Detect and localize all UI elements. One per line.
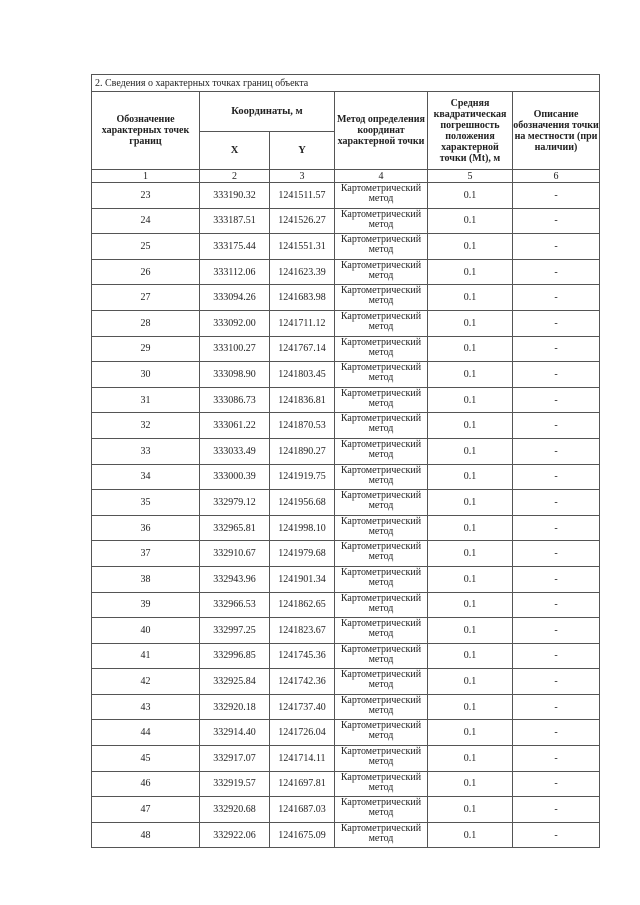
table-row bbox=[92, 490, 600, 516]
method-text: метод bbox=[368, 346, 394, 358]
description-value: - bbox=[513, 310, 600, 336]
error-value: 0.1 bbox=[428, 183, 513, 209]
table-row bbox=[92, 208, 600, 234]
method-text: Картометрический bbox=[340, 592, 422, 604]
coord-y: 1241697.81 bbox=[270, 771, 335, 797]
method-text: метод bbox=[368, 679, 394, 691]
method-text: метод bbox=[368, 576, 394, 588]
coord-y: 1241803.45 bbox=[270, 362, 335, 388]
method-text: Картометрический bbox=[340, 771, 422, 783]
table-row bbox=[92, 183, 600, 209]
point-number: 37 bbox=[92, 541, 200, 567]
description-value: - bbox=[513, 618, 600, 644]
point-number: 28 bbox=[92, 310, 200, 336]
point-number: 35 bbox=[92, 490, 200, 516]
method-cell bbox=[335, 771, 428, 797]
method-text: метод bbox=[368, 500, 394, 512]
description-value: - bbox=[513, 669, 600, 695]
coord-x: 332919.57 bbox=[200, 771, 270, 797]
coord-x: 333086.73 bbox=[200, 387, 270, 413]
coord-x: 333112.06 bbox=[200, 259, 270, 285]
coord-y: 1241823.67 bbox=[270, 618, 335, 644]
coord-x: 332979.12 bbox=[200, 490, 270, 516]
error-value: 0.1 bbox=[428, 285, 513, 311]
description-value: - bbox=[513, 771, 600, 797]
coord-x: 332920.18 bbox=[200, 694, 270, 720]
coord-y: 1241901.34 bbox=[270, 566, 335, 592]
coord-x: 332914.40 bbox=[200, 720, 270, 746]
method-text: метод bbox=[368, 832, 394, 844]
coord-y: 1241526.27 bbox=[270, 208, 335, 234]
method-text: Картометрический bbox=[340, 746, 422, 758]
method-cell bbox=[335, 234, 428, 260]
coord-x: 333098.90 bbox=[200, 362, 270, 388]
point-number: 40 bbox=[92, 618, 200, 644]
table-row bbox=[92, 234, 600, 260]
method-text: Картометрический bbox=[340, 234, 422, 246]
coord-x: 332920.68 bbox=[200, 797, 270, 823]
method-text: метод bbox=[368, 269, 394, 281]
point-number: 34 bbox=[92, 464, 200, 490]
method-text: метод bbox=[368, 653, 394, 665]
description-value: - bbox=[513, 464, 600, 490]
point-number: 31 bbox=[92, 387, 200, 413]
table-row bbox=[92, 464, 600, 490]
error-value: 0.1 bbox=[428, 438, 513, 464]
error-value: 0.1 bbox=[428, 310, 513, 336]
coord-x: 333100.27 bbox=[200, 336, 270, 362]
error-value: 0.1 bbox=[428, 643, 513, 669]
coord-y: 1241836.81 bbox=[270, 387, 335, 413]
coord-x: 332943.96 bbox=[200, 566, 270, 592]
error-value: 0.1 bbox=[428, 566, 513, 592]
method-cell bbox=[335, 208, 428, 234]
table-row bbox=[92, 643, 600, 669]
method-cell bbox=[335, 259, 428, 285]
method-cell bbox=[335, 336, 428, 362]
point-number: 47 bbox=[92, 797, 200, 823]
method-text: Картометрический bbox=[340, 183, 422, 194]
table-row bbox=[92, 566, 600, 592]
header-y: Y bbox=[270, 132, 335, 170]
error-value: 0.1 bbox=[428, 822, 513, 848]
method-text: Картометрический bbox=[340, 515, 422, 527]
description-value: - bbox=[513, 208, 600, 234]
description-value: - bbox=[513, 259, 600, 285]
point-number: 23 bbox=[92, 183, 200, 209]
coord-y: 1241675.09 bbox=[270, 822, 335, 848]
coord-x: 333175.44 bbox=[200, 234, 270, 260]
point-number: 38 bbox=[92, 566, 200, 592]
method-cell bbox=[335, 720, 428, 746]
description-value: - bbox=[513, 183, 600, 209]
error-value: 0.1 bbox=[428, 464, 513, 490]
method-cell bbox=[335, 541, 428, 567]
table-row bbox=[92, 797, 600, 823]
table-body bbox=[92, 183, 600, 848]
header-x: X bbox=[200, 132, 270, 170]
method-text: Картометрический bbox=[340, 413, 422, 425]
table-row bbox=[92, 438, 600, 464]
coord-y: 1241683.98 bbox=[270, 285, 335, 311]
table-row bbox=[92, 822, 600, 848]
point-number: 27 bbox=[92, 285, 200, 311]
coord-y: 1241862.65 bbox=[270, 592, 335, 618]
method-cell bbox=[335, 438, 428, 464]
coord-y: 1241714.11 bbox=[270, 746, 335, 772]
point-number: 26 bbox=[92, 259, 200, 285]
error-value: 0.1 bbox=[428, 362, 513, 388]
coord-x: 332917.07 bbox=[200, 746, 270, 772]
table-row bbox=[92, 771, 600, 797]
coord-y: 1241687.03 bbox=[270, 797, 335, 823]
column-number: 5 bbox=[428, 170, 513, 183]
table-row bbox=[92, 669, 600, 695]
error-value: 0.1 bbox=[428, 259, 513, 285]
method-text: Картометрический bbox=[340, 694, 422, 706]
point-number: 30 bbox=[92, 362, 200, 388]
header-method: Метод определения координат характерной точки bbox=[335, 92, 428, 170]
error-value: 0.1 bbox=[428, 541, 513, 567]
coord-x: 332910.67 bbox=[200, 541, 270, 567]
table-row bbox=[92, 720, 600, 746]
method-text: метод bbox=[368, 602, 394, 614]
error-value: 0.1 bbox=[428, 669, 513, 695]
boundary-points-table bbox=[91, 74, 600, 848]
column-number: 6 bbox=[513, 170, 600, 183]
method-text: Картометрический bbox=[340, 208, 422, 220]
point-number: 36 bbox=[92, 515, 200, 541]
method-cell bbox=[335, 387, 428, 413]
method-text: метод bbox=[368, 218, 394, 230]
coord-x: 333000.39 bbox=[200, 464, 270, 490]
section-title: 2. Сведения о характерных точках границ объекта bbox=[92, 75, 600, 92]
method-text: Картометрический bbox=[340, 310, 422, 322]
error-value: 0.1 bbox=[428, 336, 513, 362]
coord-x: 332996.85 bbox=[200, 643, 270, 669]
error-value: 0.1 bbox=[428, 208, 513, 234]
error-value: 0.1 bbox=[428, 515, 513, 541]
method-text: Картометрический bbox=[340, 541, 422, 553]
method-cell bbox=[335, 797, 428, 823]
method-text: Картометрический bbox=[340, 618, 422, 630]
description-value: - bbox=[513, 362, 600, 388]
method-text: Картометрический bbox=[340, 336, 422, 348]
table-row bbox=[92, 362, 600, 388]
description-value: - bbox=[513, 285, 600, 311]
method-text: Картометрический bbox=[340, 259, 422, 271]
method-cell bbox=[335, 310, 428, 336]
method-text: метод bbox=[368, 730, 394, 742]
column-number: 1 bbox=[92, 170, 200, 183]
method-text: метод bbox=[368, 704, 394, 716]
coord-y: 1241956.68 bbox=[270, 490, 335, 516]
method-cell bbox=[335, 746, 428, 772]
method-text: Картометрический bbox=[340, 464, 422, 476]
method-text: метод bbox=[368, 244, 394, 256]
error-value: 0.1 bbox=[428, 618, 513, 644]
method-text: Картометрический bbox=[340, 797, 422, 809]
coord-y: 1241742.36 bbox=[270, 669, 335, 695]
method-cell bbox=[335, 515, 428, 541]
coord-x: 333092.00 bbox=[200, 310, 270, 336]
method-text: метод bbox=[368, 807, 394, 819]
error-value: 0.1 bbox=[428, 592, 513, 618]
point-number: 33 bbox=[92, 438, 200, 464]
table-row bbox=[92, 746, 600, 772]
method-text: Картометрический bbox=[340, 362, 422, 374]
table-row bbox=[92, 618, 600, 644]
header-description: Описание обозначения точки на местности (при наличии) bbox=[513, 92, 600, 170]
point-number: 41 bbox=[92, 643, 200, 669]
column-number: 3 bbox=[270, 170, 335, 183]
error-value: 0.1 bbox=[428, 387, 513, 413]
coord-x: 333061.22 bbox=[200, 413, 270, 439]
error-value: 0.1 bbox=[428, 694, 513, 720]
description-value: - bbox=[513, 566, 600, 592]
point-number: 39 bbox=[92, 592, 200, 618]
coord-y: 1241870.53 bbox=[270, 413, 335, 439]
method-text: метод bbox=[368, 551, 394, 563]
method-text: Картометрический bbox=[340, 566, 422, 578]
method-text: Картометрический bbox=[340, 669, 422, 681]
description-value: - bbox=[513, 413, 600, 439]
description-value: - bbox=[513, 336, 600, 362]
coord-y: 1241745.36 bbox=[270, 643, 335, 669]
table-row bbox=[92, 413, 600, 439]
method-cell bbox=[335, 822, 428, 848]
error-value: 0.1 bbox=[428, 771, 513, 797]
point-number: 46 bbox=[92, 771, 200, 797]
method-text: Картометрический bbox=[340, 438, 422, 450]
point-number: 48 bbox=[92, 822, 200, 848]
method-cell bbox=[335, 285, 428, 311]
coord-x: 333094.26 bbox=[200, 285, 270, 311]
method-text: метод bbox=[368, 372, 394, 384]
method-cell bbox=[335, 694, 428, 720]
method-text: метод bbox=[368, 295, 394, 307]
description-value: - bbox=[513, 515, 600, 541]
table-row bbox=[92, 541, 600, 567]
header-point: Обозначение характерных точек границ bbox=[92, 92, 200, 170]
table-row bbox=[92, 387, 600, 413]
coord-y: 1241511.57 bbox=[270, 183, 335, 209]
method-text: метод bbox=[368, 320, 394, 332]
coord-y: 1241711.12 bbox=[270, 310, 335, 336]
method-text: метод bbox=[368, 781, 394, 793]
table-row bbox=[92, 515, 600, 541]
coord-y: 1241919.75 bbox=[270, 464, 335, 490]
coord-x: 332966.53 bbox=[200, 592, 270, 618]
coord-x: 333187.51 bbox=[200, 208, 270, 234]
error-value: 0.1 bbox=[428, 234, 513, 260]
point-number: 24 bbox=[92, 208, 200, 234]
coord-y: 1241726.04 bbox=[270, 720, 335, 746]
point-number: 32 bbox=[92, 413, 200, 439]
method-text: метод bbox=[368, 756, 394, 768]
error-value: 0.1 bbox=[428, 797, 513, 823]
table-row bbox=[92, 285, 600, 311]
method-text: Картометрический bbox=[340, 387, 422, 399]
method-text: метод bbox=[368, 423, 394, 435]
header-coordinates: Координаты, м bbox=[200, 92, 335, 132]
error-value: 0.1 bbox=[428, 490, 513, 516]
point-number: 42 bbox=[92, 669, 200, 695]
coord-y: 1241551.31 bbox=[270, 234, 335, 260]
point-number: 45 bbox=[92, 746, 200, 772]
coord-x: 332965.81 bbox=[200, 515, 270, 541]
method-cell bbox=[335, 643, 428, 669]
coord-x: 332925.84 bbox=[200, 669, 270, 695]
method-text: Картометрический bbox=[340, 822, 422, 834]
coord-x: 333190.32 bbox=[200, 183, 270, 209]
method-text: Картометрический bbox=[340, 643, 422, 655]
column-number-row bbox=[92, 170, 600, 183]
column-number: 2 bbox=[200, 170, 270, 183]
table-row bbox=[92, 259, 600, 285]
description-value: - bbox=[513, 490, 600, 516]
coord-x: 332922.06 bbox=[200, 822, 270, 848]
description-value: - bbox=[513, 797, 600, 823]
method-text: метод bbox=[368, 628, 394, 640]
table-row bbox=[92, 694, 600, 720]
description-value: - bbox=[513, 643, 600, 669]
coord-x: 333033.49 bbox=[200, 438, 270, 464]
method-text: метод bbox=[368, 525, 394, 537]
error-value: 0.1 bbox=[428, 746, 513, 772]
method-cell bbox=[335, 566, 428, 592]
description-value: - bbox=[513, 720, 600, 746]
description-value: - bbox=[513, 234, 600, 260]
method-cell bbox=[335, 618, 428, 644]
method-text: Картометрический bbox=[340, 490, 422, 502]
header-error: Средняя квадратическая погрешность положения характерной точки (Mt), м bbox=[428, 92, 513, 170]
method-cell bbox=[335, 183, 428, 209]
method-text: Картометрический bbox=[340, 720, 422, 732]
method-cell bbox=[335, 464, 428, 490]
error-value: 0.1 bbox=[428, 720, 513, 746]
coord-y: 1241737.40 bbox=[270, 694, 335, 720]
description-value: - bbox=[513, 592, 600, 618]
method-cell bbox=[335, 413, 428, 439]
description-value: - bbox=[513, 822, 600, 848]
method-cell bbox=[335, 592, 428, 618]
point-number: 29 bbox=[92, 336, 200, 362]
error-value: 0.1 bbox=[428, 413, 513, 439]
coord-x: 332997.25 bbox=[200, 618, 270, 644]
table-row bbox=[92, 592, 600, 618]
description-value: - bbox=[513, 438, 600, 464]
method-text: метод bbox=[368, 474, 394, 486]
coord-y: 1241767.14 bbox=[270, 336, 335, 362]
description-value: - bbox=[513, 746, 600, 772]
coord-y: 1241979.68 bbox=[270, 541, 335, 567]
point-number: 44 bbox=[92, 720, 200, 746]
table-row bbox=[92, 336, 600, 362]
method-cell bbox=[335, 490, 428, 516]
description-value: - bbox=[513, 541, 600, 567]
method-text: метод bbox=[368, 193, 394, 204]
method-cell bbox=[335, 362, 428, 388]
coord-y: 1241623.39 bbox=[270, 259, 335, 285]
point-number: 25 bbox=[92, 234, 200, 260]
coord-y: 1241998.10 bbox=[270, 515, 335, 541]
method-text: Картометрический bbox=[340, 285, 422, 297]
method-text: метод bbox=[368, 397, 394, 409]
coord-y: 1241890.27 bbox=[270, 438, 335, 464]
method-text: метод bbox=[368, 448, 394, 460]
column-number: 4 bbox=[335, 170, 428, 183]
description-value: - bbox=[513, 387, 600, 413]
method-cell bbox=[335, 669, 428, 695]
table-row bbox=[92, 310, 600, 336]
description-value: - bbox=[513, 694, 600, 720]
point-number: 43 bbox=[92, 694, 200, 720]
